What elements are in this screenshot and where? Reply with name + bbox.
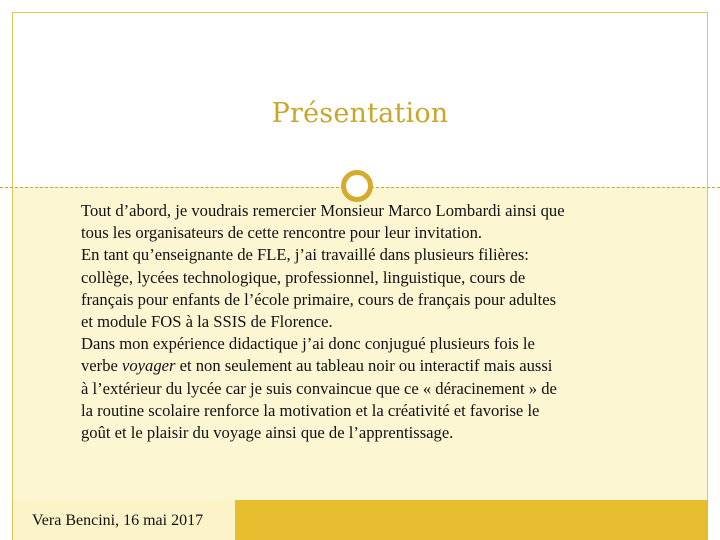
body-line: En tant qu’enseignante de FLE, j’ai travaillé dans plusieurs filières: [81,245,529,265]
body-line: Tout d’abord, je voudrais remercier Monsieur Marco Lombardi ainsi que [81,201,565,220]
body-line: et module FOS à la SSIS de Florence. [81,312,333,332]
slide-header [13,13,707,187]
slide-body-text [81,200,661,444]
body-text-segment: verbe [81,356,122,376]
body-line-voyager [81,355,661,377]
body-line: la routine scolaire renforce la motivation et la créativité et favorise le [81,400,540,420]
emphasis-voyager: voyager [122,356,176,376]
body-line: tous les organisateurs de cette rencontre pour leur invitation. [81,223,483,243]
body-line: Dans mon expérience didactique j’ai donc conjugué plusieurs fois le [81,334,535,354]
divider-circle-ornament [341,170,373,202]
body-line: goût et le plaisir du voyage ainsi que de l’apprentissage. [81,423,454,443]
footer-author-date: Vera Bencini, 16 mai 2017 [32,512,204,529]
body-line: collège, lycées technologique, professionnel, linguistique, cours de [81,267,526,287]
body-line: français pour enfants de l’école primaire, cours de français pour adultes [81,289,557,309]
body-line: à l’extérieur du lycée car je suis convaincue que ce « déracinement » de [81,378,557,398]
body-text-segment: et non seulement au tableau noir ou interactif mais aussi [175,356,553,376]
slide-title: Présentation [271,98,449,129]
